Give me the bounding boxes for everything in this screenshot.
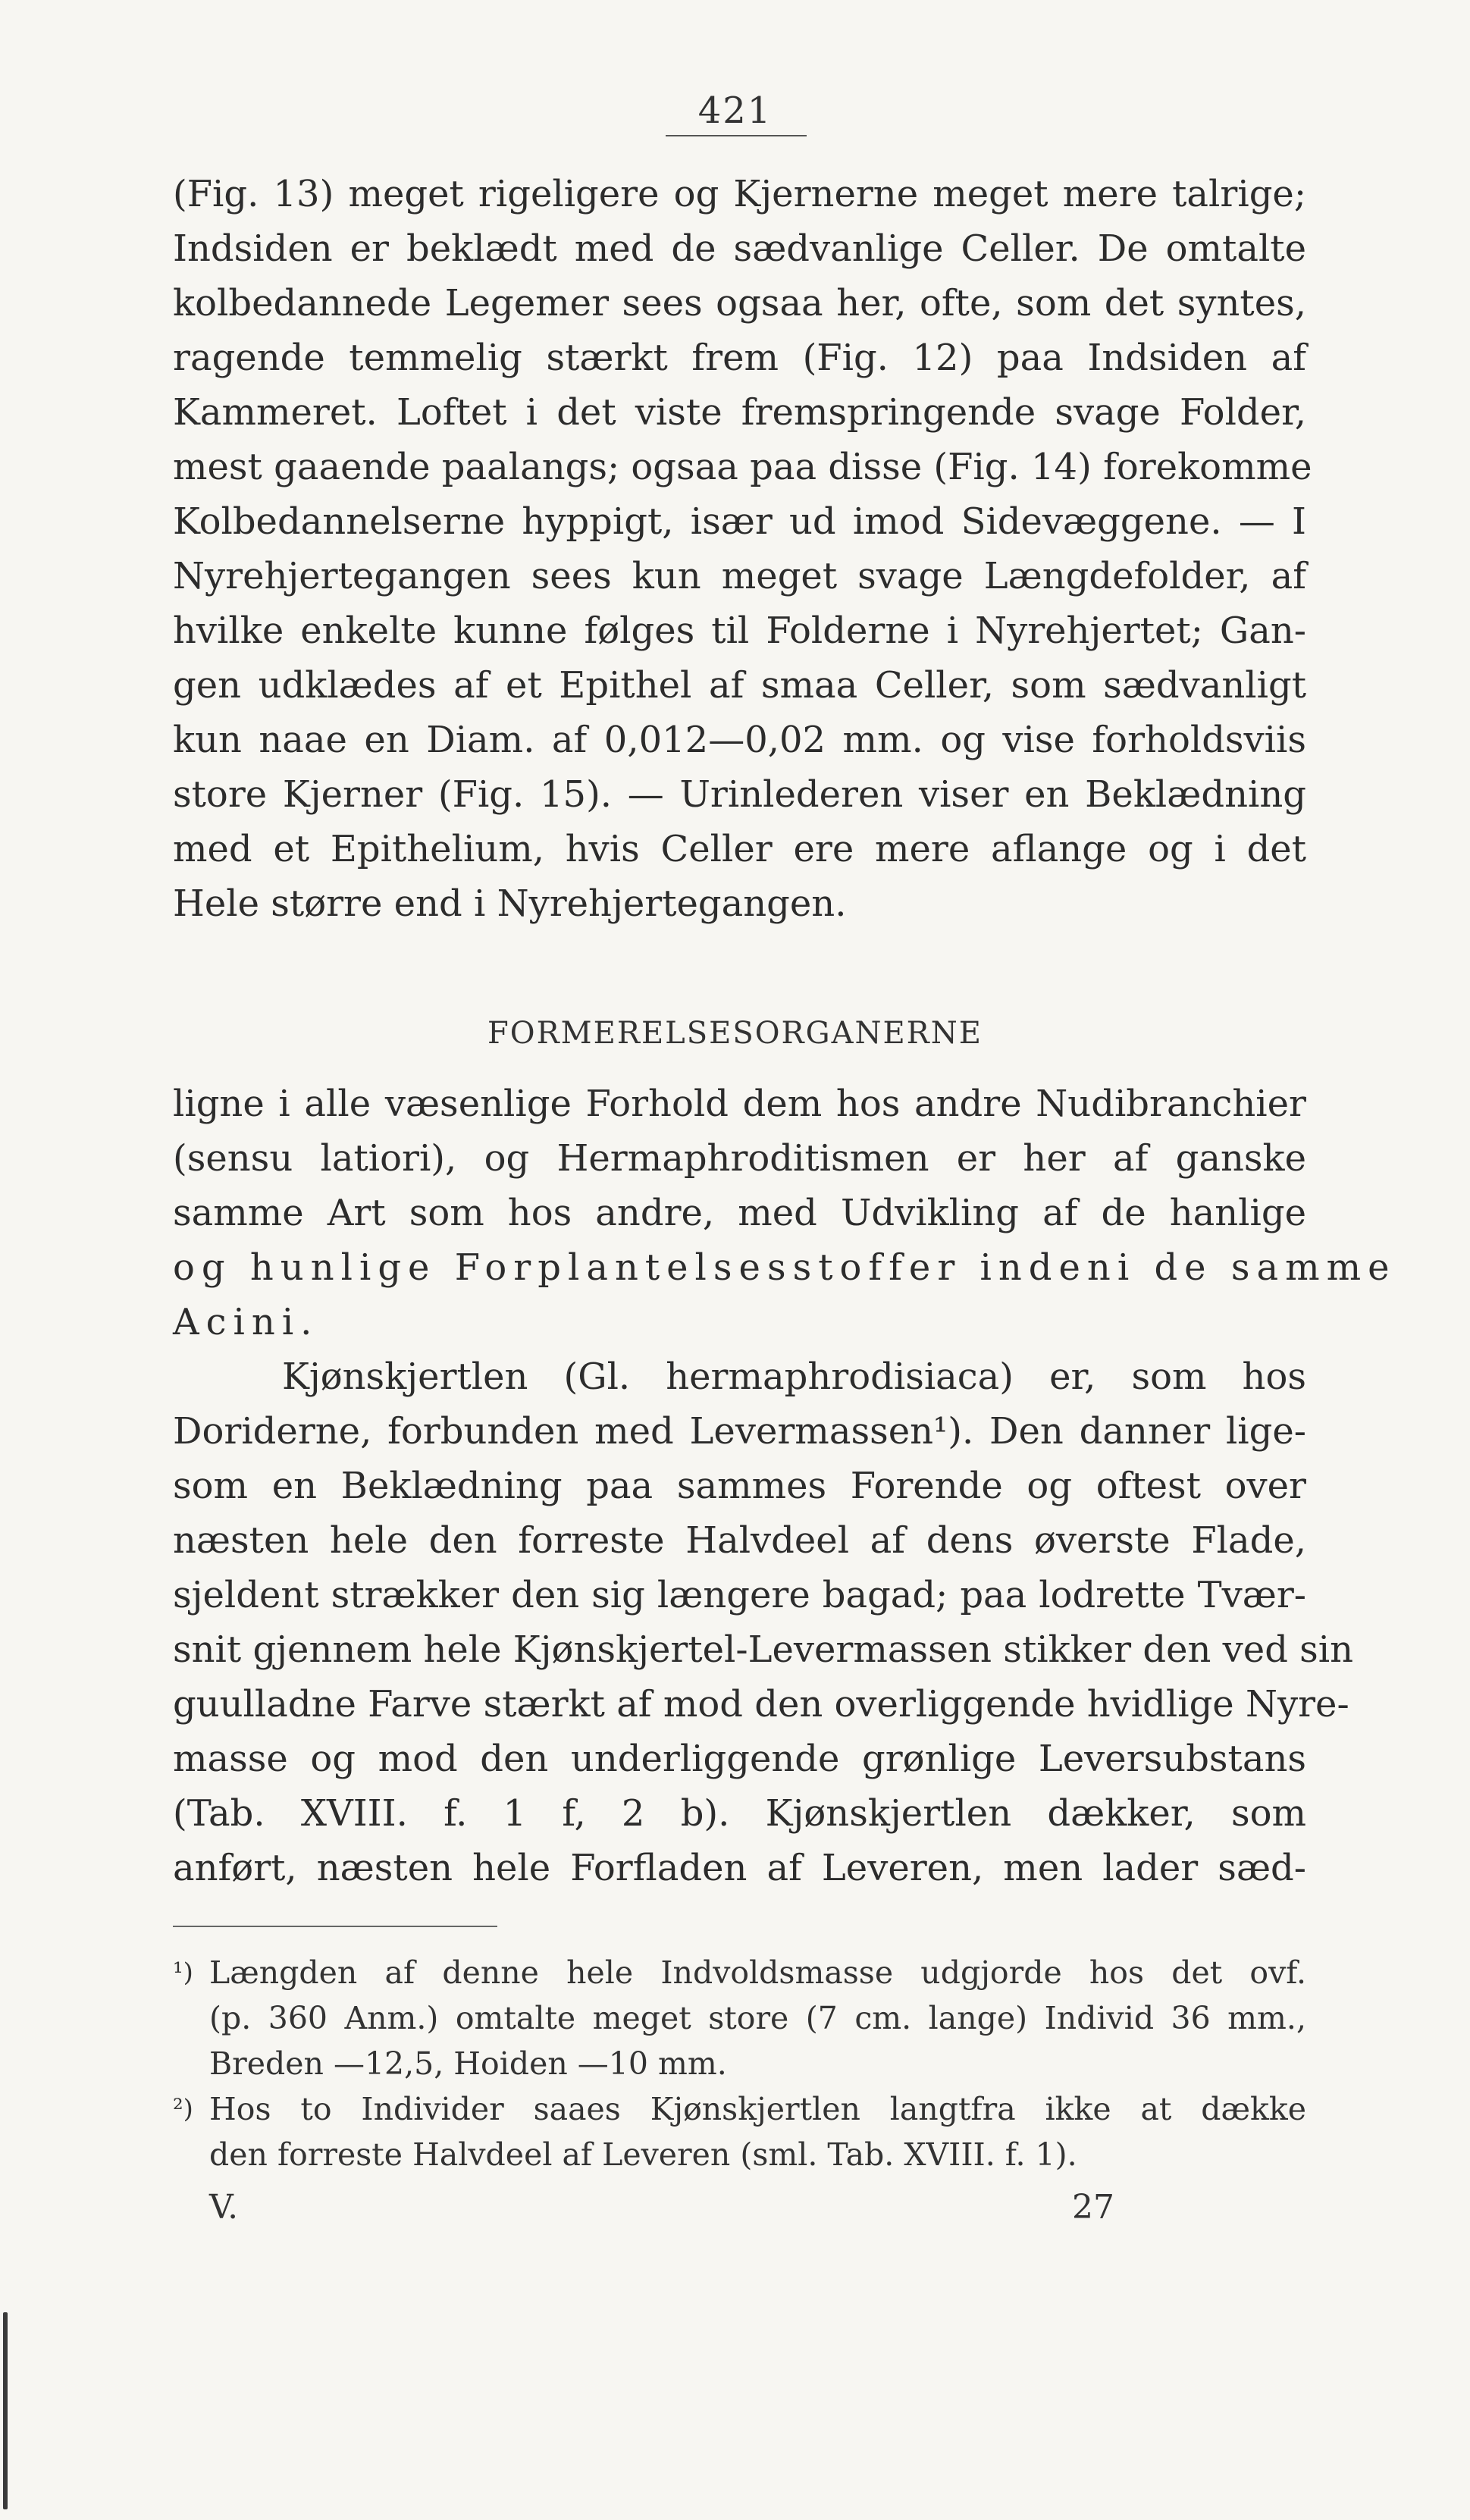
- footnote-line: den forreste Halvdeel af Leveren (sml. Tab. XVIII. f. 1).: [209, 2136, 1077, 2173]
- footnote-rule: [173, 1926, 497, 1927]
- section-heading: FORMERELSESORGANERNE: [487, 1016, 983, 1051]
- text-line: masse og mod den underliggende grønlige Leversubstans: [173, 1738, 1306, 1780]
- text-line: med et Epithelium, hvis Celler ere mere aflange og i det: [173, 828, 1306, 870]
- footnote-mark: ¹): [173, 1957, 193, 1988]
- signature-volume: V.: [209, 2188, 239, 2227]
- text-line: sjeldent strækker den sig længere bagad; paa lodrette Tvær-: [173, 1574, 1306, 1616]
- footnote-line: Breden —12,5, Hoiden —10 mm.: [209, 2045, 727, 2082]
- text-line: Nyrehjertegangen sees kun meget svage Længdefolder, af: [173, 555, 1306, 597]
- text-line: ragende temmelig stærkt frem (Fig. 12) paa Indsiden af: [173, 337, 1306, 379]
- text-line: (Tab. XVIII. f. 1 f, 2 b). Kjønskjertlen dækker, som: [173, 1792, 1306, 1835]
- text-line: Kolbedannelserne hyppigt, især ud imod Sidevæggene. — I: [173, 500, 1306, 543]
- text-line: Doriderne, forbunden med Levermassen¹). Den danner lige-: [173, 1410, 1306, 1453]
- text-line: Indsiden er beklædt med de sædvanlige Celler. De omtalte: [173, 227, 1306, 270]
- footnote-line: Længden af denne hele Indvoldsmasse udgjorde hos det ovf.: [209, 1954, 1306, 1991]
- page-number: 421: [697, 89, 773, 132]
- text-line: næsten hele den forreste Halvdeel af dens øverste Flade,: [173, 1519, 1306, 1562]
- signature-sheet: 27: [1072, 2188, 1114, 2227]
- footnote-line: Hos to Individer saaes Kjønskjertlen langtfra ikke at dække: [209, 2091, 1306, 2127]
- text-line: (Fig. 13) meget rigeligere og Kjernerne meget mere talrige;: [173, 173, 1306, 215]
- text-line: som en Beklædning paa sammes Forende og oftest over: [173, 1465, 1306, 1507]
- text-line: (sensu latiori), og Hermaphroditismen er her af ganske: [173, 1137, 1306, 1180]
- text-line: Kammeret. Loftet i det viste fremspringende svage Folder,: [173, 391, 1306, 434]
- text-line: samme Art som hos andre, med Udvikling af de hanlige: [173, 1192, 1306, 1234]
- text-line: snit gjennem hele Kjønskjertel-Levermassen stikker den ved sin: [173, 1628, 1354, 1671]
- text-line: Kjønskjertlen (Gl. hermaphrodisiaca) er, som hos: [282, 1356, 1306, 1398]
- binding-edge-mark: [3, 2312, 8, 2509]
- text-line: anført, næsten hele Forfladen af Leveren, men lader sæd-: [173, 1847, 1306, 1889]
- footnote-mark: ²): [173, 2094, 193, 2124]
- footnote-line: (p. 360 Anm.) omtalte meget store (7 cm. lange) Individ 36 mm.,: [209, 2000, 1306, 2036]
- text-line: og hunlige Forplantelsesstoffer indeni de samme: [173, 1246, 1396, 1289]
- text-line: Acini.: [173, 1301, 319, 1343]
- text-line: gen udklædes af et Epithel af smaa Celler, som sædvanligt: [173, 664, 1306, 707]
- text-line: kun naae en Diam. af 0,012—0,02 mm. og vise forholdsviis: [173, 719, 1306, 761]
- text-line: hvilke enkelte kunne følges til Folderne i Nyrehjertet; Gan-: [173, 610, 1306, 652]
- text-line: mest gaaende paalangs; ogsaa paa disse (Fig. 14) forekomme: [173, 446, 1312, 488]
- text-line: kolbedannede Legemer sees ogsaa her, ofte, som det syntes,: [173, 282, 1306, 324]
- page-number-rule: [666, 135, 807, 136]
- text-line: store Kjerner (Fig. 15). — Urinlederen viser en Beklædning: [173, 773, 1306, 816]
- text-line: Hele større end i Nyrehjertegangen.: [173, 882, 847, 925]
- text-line: ligne i alle væsenlige Forhold dem hos andre Nudibranchier: [173, 1083, 1306, 1125]
- text-line: guulladne Farve stærkt af mod den overliggende hvidlige Nyre-: [173, 1683, 1349, 1725]
